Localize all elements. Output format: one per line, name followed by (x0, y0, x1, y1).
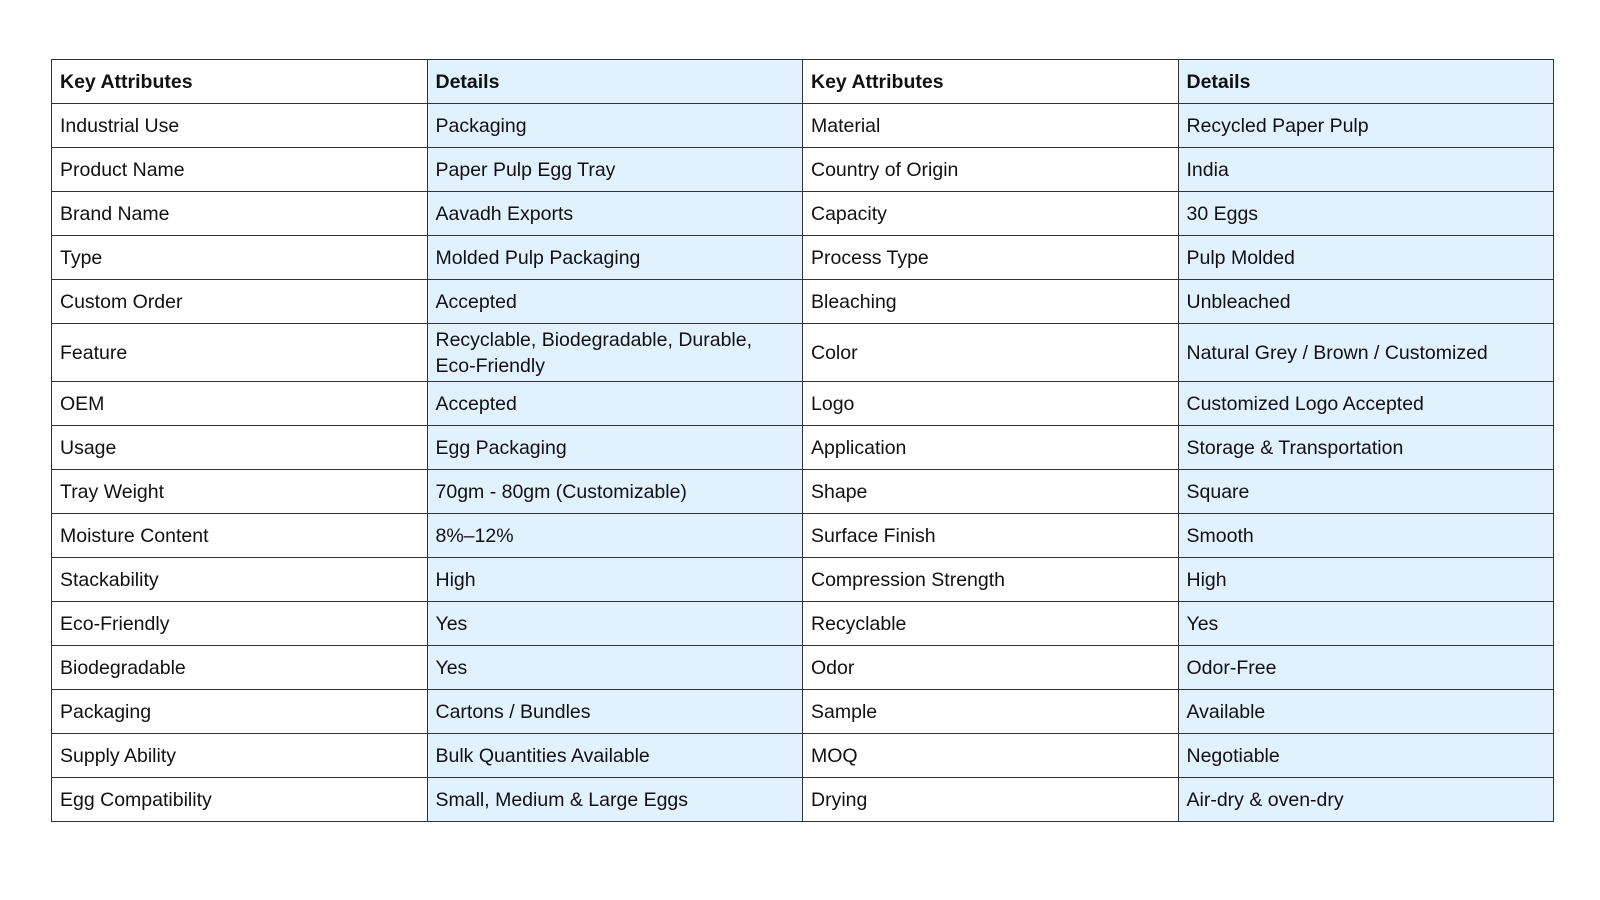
attribute-value-cell: Aavadh Exports (427, 192, 803, 236)
attribute-value-cell: Odor-Free (1178, 646, 1554, 690)
attribute-name-cell: Type (52, 236, 428, 280)
table-row (52, 382, 1554, 426)
attribute-value-cell: Yes (1178, 602, 1554, 646)
attribute-name-cell: Moisture Content (52, 514, 428, 558)
attribute-name-cell: Odor (803, 646, 1179, 690)
attribute-name-cell: MOQ (803, 734, 1179, 778)
table-row (52, 192, 1554, 236)
table-row (52, 690, 1554, 734)
attribute-name-cell: Feature (52, 324, 428, 382)
attribute-value-cell: Paper Pulp Egg Tray (427, 148, 803, 192)
attribute-name-cell: Capacity (803, 192, 1179, 236)
attribute-value-cell: Cartons / Bundles (427, 690, 803, 734)
attribute-name-cell: Surface Finish (803, 514, 1179, 558)
header-details-2: Details (1178, 60, 1554, 104)
attribute-name-cell: Shape (803, 470, 1179, 514)
attribute-value-cell: Yes (427, 602, 803, 646)
attribute-name-cell: Eco-Friendly (52, 602, 428, 646)
attribute-value-cell: Small, Medium & Large Eggs (427, 778, 803, 822)
attributes-table-container (51, 59, 1554, 822)
attribute-name-cell: Drying (803, 778, 1179, 822)
attribute-value-cell: 8%–12% (427, 514, 803, 558)
header-details-1: Details (427, 60, 803, 104)
attribute-value-cell: Bulk Quantities Available (427, 734, 803, 778)
attribute-name-cell: OEM (52, 382, 428, 426)
header-key-attributes-2: Key Attributes (803, 60, 1179, 104)
table-row (52, 514, 1554, 558)
attribute-value-cell: High (427, 558, 803, 602)
table-row (52, 104, 1554, 148)
attribute-value-cell: Recyclable, Biodegradable, Durable, Eco-Friendly (427, 324, 803, 382)
attribute-name-cell: Sample (803, 690, 1179, 734)
attribute-name-cell: Process Type (803, 236, 1179, 280)
attribute-name-cell: Stackability (52, 558, 428, 602)
attribute-value-cell: Natural Grey / Brown / Customized (1178, 324, 1554, 382)
table-header-row (52, 60, 1554, 104)
attribute-value-cell: Negotiable (1178, 734, 1554, 778)
attribute-value-cell: 70gm - 80gm (Customizable) (427, 470, 803, 514)
table-row (52, 734, 1554, 778)
table-row (52, 324, 1554, 382)
attribute-name-cell: Product Name (52, 148, 428, 192)
attribute-value-cell: Pulp Molded (1178, 236, 1554, 280)
attribute-name-cell: Egg Compatibility (52, 778, 428, 822)
attribute-value-cell: Packaging (427, 104, 803, 148)
table-row (52, 646, 1554, 690)
attribute-value-cell: Smooth (1178, 514, 1554, 558)
table-row (52, 470, 1554, 514)
attribute-name-cell: Logo (803, 382, 1179, 426)
attribute-name-cell: Biodegradable (52, 646, 428, 690)
attribute-name-cell: Packaging (52, 690, 428, 734)
attribute-name-cell: Application (803, 426, 1179, 470)
table-row (52, 558, 1554, 602)
attribute-name-cell: Industrial Use (52, 104, 428, 148)
attribute-name-cell: Bleaching (803, 280, 1179, 324)
attribute-name-cell: Color (803, 324, 1179, 382)
table-row (52, 148, 1554, 192)
attribute-name-cell: Compression Strength (803, 558, 1179, 602)
table-row (52, 426, 1554, 470)
attribute-value-cell: Recycled Paper Pulp (1178, 104, 1554, 148)
attribute-name-cell: Supply Ability (52, 734, 428, 778)
table-row (52, 280, 1554, 324)
attribute-name-cell: Recyclable (803, 602, 1179, 646)
attribute-name-cell: Usage (52, 426, 428, 470)
attribute-name-cell: Brand Name (52, 192, 428, 236)
attribute-value-cell: Air-dry & oven-dry (1178, 778, 1554, 822)
table-row (52, 602, 1554, 646)
attribute-value-cell: High (1178, 558, 1554, 602)
table-row (52, 778, 1554, 822)
attribute-value-cell: Unbleached (1178, 280, 1554, 324)
attribute-name-cell: Tray Weight (52, 470, 428, 514)
table-row (52, 236, 1554, 280)
attribute-value-cell: Storage & Transportation (1178, 426, 1554, 470)
attribute-value-cell: 30 Eggs (1178, 192, 1554, 236)
attribute-value-cell: Accepted (427, 280, 803, 324)
attribute-value-cell: Molded Pulp Packaging (427, 236, 803, 280)
attribute-value-cell: Customized Logo Accepted (1178, 382, 1554, 426)
attribute-name-cell: Country of Origin (803, 148, 1179, 192)
attribute-value-cell: Square (1178, 470, 1554, 514)
attribute-name-cell: Custom Order (52, 280, 428, 324)
attribute-name-cell: Material (803, 104, 1179, 148)
header-key-attributes-1: Key Attributes (52, 60, 428, 104)
attributes-table (51, 59, 1554, 822)
attribute-value-cell: India (1178, 148, 1554, 192)
attribute-value-cell: Accepted (427, 382, 803, 426)
attribute-value-cell: Egg Packaging (427, 426, 803, 470)
attribute-value-cell: Available (1178, 690, 1554, 734)
attribute-value-cell: Yes (427, 646, 803, 690)
table-body (52, 104, 1554, 822)
